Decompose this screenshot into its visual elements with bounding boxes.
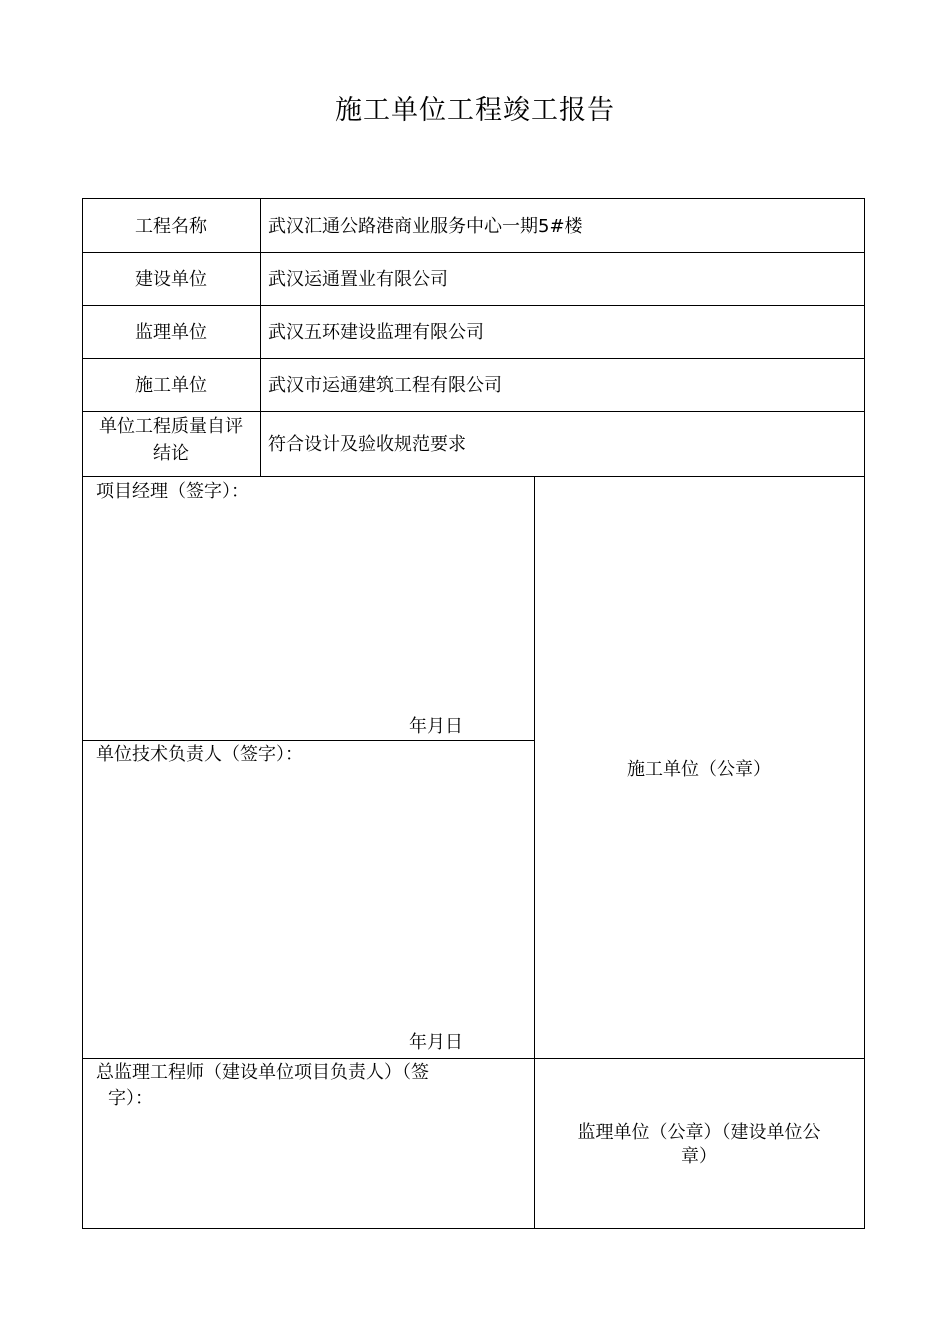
self-evaluation-label-line1: 单位工程质量自评 <box>99 416 243 437</box>
self-evaluation-label-line2: 结论 <box>153 443 189 464</box>
contractor-seal-label: 施工单位（公章） <box>627 759 771 780</box>
signature-column-divider <box>534 476 535 1228</box>
project-manager-signature-label: 项目经理（签字）： <box>96 481 249 502</box>
row-divider <box>82 411 865 412</box>
report-table <box>82 198 865 1229</box>
signature-date-2: 年月日 <box>409 1032 463 1053</box>
document-title: 施工单位工程竣工报告 <box>335 95 615 126</box>
client-value: 武汉运通置业有限公司 <box>268 269 448 290</box>
contractor-value: 武汉市运通建筑工程有限公司 <box>268 375 502 396</box>
chief-supervisor-signature-label-line2: 字）： <box>108 1088 153 1109</box>
label-column-divider <box>260 198 261 477</box>
signature-divider <box>82 740 534 741</box>
table-border-bottom <box>82 1228 865 1229</box>
signature-divider <box>82 1058 865 1059</box>
contractor-label: 施工单位 <box>135 375 207 396</box>
table-border-left <box>82 198 83 1229</box>
table-border-right <box>864 198 865 1229</box>
supervisor-label: 监理单位 <box>135 322 207 343</box>
row-divider <box>82 476 865 477</box>
row-divider <box>82 358 865 359</box>
self-evaluation-value: 符合设计及验收规范要求 <box>268 434 466 455</box>
supervisor-seal-label-line2: 章） <box>681 1146 717 1167</box>
tech-lead-signature-label: 单位技术负责人（签字）： <box>96 744 303 765</box>
table-border-top <box>82 198 865 199</box>
chief-supervisor-signature-label-line1: 总监理工程师（建设单位项目负责人）（签 <box>96 1062 429 1083</box>
row-divider <box>82 252 865 253</box>
supervisor-seal-label-line1: 监理单位（公章）（建设单位公 <box>577 1122 821 1143</box>
project-name-value: 武汉汇通公路港商业服务中心一期5#楼 <box>268 216 583 237</box>
row-divider <box>82 305 865 306</box>
supervisor-value: 武汉五环建设监理有限公司 <box>268 322 484 343</box>
signature-date-1: 年月日 <box>409 716 463 737</box>
client-label: 建设单位 <box>135 269 207 290</box>
project-name-label: 工程名称 <box>135 216 207 237</box>
